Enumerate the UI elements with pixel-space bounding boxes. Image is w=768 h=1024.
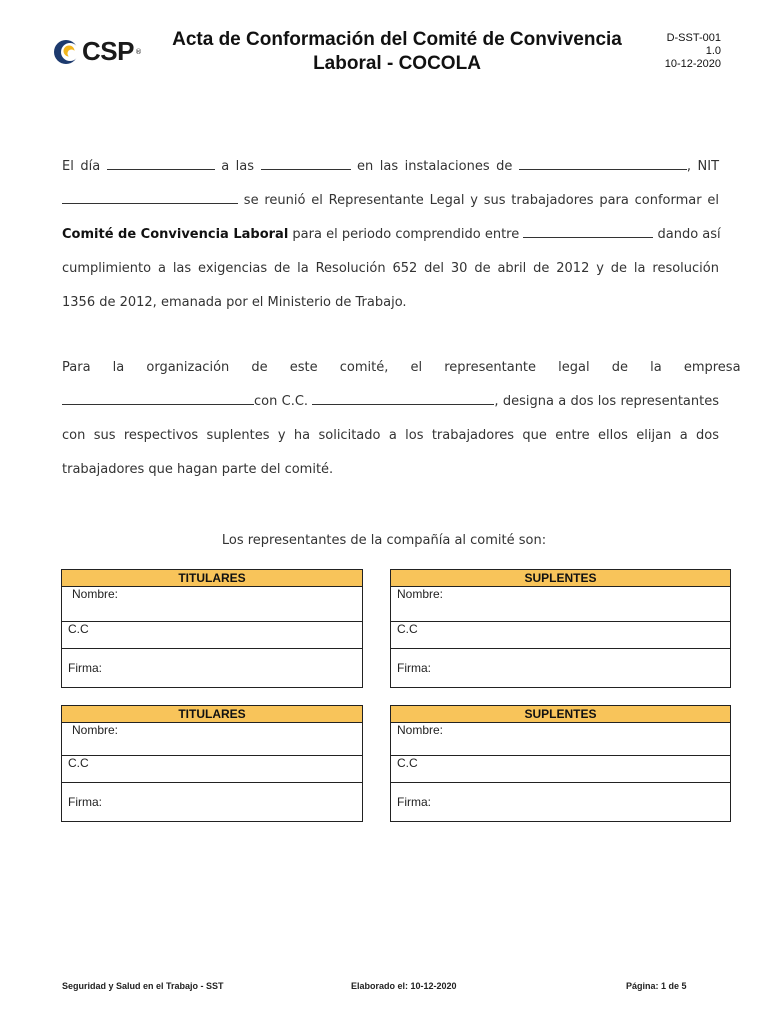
- titulares-header: TITULARES: [62, 706, 362, 723]
- p2-line-4: trabajadores que hagan parte del comité.: [62, 462, 334, 477]
- footer-department: Seguridad y Salud en el Trabajo - SST: [62, 981, 224, 991]
- document-title: [150, 28, 644, 76]
- p1-text: en las instalaciones de: [357, 159, 513, 174]
- footer-created-date: Elaborado el: 10-12-2020: [351, 981, 457, 991]
- firma-field[interactable]: Firma:: [68, 795, 102, 809]
- paragraph-2: [62, 351, 741, 487]
- p1-line-5: 1356 de 2012, emanada por el Ministerio de Trabajo.: [62, 295, 407, 310]
- titulares-header: TITULARES: [62, 570, 362, 587]
- suplentes-box-1: [390, 569, 731, 688]
- p1-line-2: [62, 184, 719, 218]
- facility-blank[interactable]: [519, 157, 687, 170]
- csp-logo-icon: [52, 38, 80, 66]
- paragraph-1: [62, 150, 719, 320]
- p2-text: con C.C.: [254, 394, 309, 409]
- titulares-box-1: [61, 569, 363, 688]
- firma-field[interactable]: Firma:: [68, 661, 102, 675]
- company-logo: [52, 36, 142, 67]
- nombre-field[interactable]: Nombre:: [62, 723, 362, 756]
- p1-text: El día: [62, 159, 101, 174]
- p1-line-4: cumplimiento a las exigencias de la Resolución 652 del 30 de abril de 2012 y de la resolución: [62, 261, 719, 276]
- title-line-2: Laboral - COCOLA: [313, 53, 481, 74]
- doc-date: 10-12-2020: [664, 58, 721, 70]
- suplentes-box-2: [390, 705, 731, 822]
- time-blank[interactable]: [261, 157, 351, 170]
- p1-text: dando así: [657, 227, 721, 242]
- nombre-field[interactable]: Nombre:: [391, 587, 730, 622]
- cc-blank[interactable]: [312, 392, 494, 405]
- p1-text: para el periodo comprendido entre: [292, 227, 520, 242]
- footer-page-number: Página: 1 de 5: [626, 981, 687, 991]
- logo-text: CSP: [82, 36, 134, 66]
- p2-line-2: [62, 385, 719, 419]
- p1-text: a las: [221, 159, 255, 174]
- titulares-box-2: [61, 705, 363, 822]
- title-line-1: Acta de Conformación del Comité de Convivencia: [172, 29, 622, 50]
- p1-text: se reunió el Representante Legal y sus trabajadores para conformar el: [243, 193, 719, 208]
- representatives-caption: Los representantes de la compañía al comité son:: [221, 533, 547, 548]
- firma-field[interactable]: Firma:: [397, 661, 431, 675]
- p2-text: , designa a dos los representantes: [494, 394, 719, 409]
- p1-line-3: [62, 218, 719, 252]
- cc-field[interactable]: C.C: [391, 622, 730, 649]
- company-blank[interactable]: [62, 392, 254, 405]
- nombre-field[interactable]: Nombre:: [62, 587, 362, 622]
- firma-field[interactable]: Firma:: [397, 795, 431, 809]
- p2-line-3: con sus respectivos suplentes y ha solicitado a los trabajadores que entre ellos elijan a dos: [62, 428, 719, 443]
- doc-code: D-SST-001: [666, 32, 721, 44]
- date-blank[interactable]: [107, 157, 215, 170]
- period-blank[interactable]: [523, 225, 653, 238]
- doc-version: 1.0: [705, 45, 721, 57]
- logo-registered-mark: ®: [134, 47, 142, 56]
- p1-line-1: [62, 150, 719, 184]
- committee-name-bold: Comité de Convivencia Laboral: [62, 227, 289, 242]
- cc-field[interactable]: C.C: [62, 756, 362, 783]
- cc-field[interactable]: C.C: [62, 622, 362, 649]
- suplentes-header: SUPLENTES: [391, 706, 730, 723]
- cc-field[interactable]: C.C: [391, 756, 730, 783]
- document-info: [665, 32, 721, 71]
- nombre-field[interactable]: Nombre:: [391, 723, 730, 756]
- p1-text: , NIT: [686, 159, 720, 174]
- p2-line-1: Para la organización de este comité, el representante legal de la empresa: [62, 360, 741, 375]
- suplentes-header: SUPLENTES: [391, 570, 730, 587]
- nit-blank[interactable]: [62, 191, 238, 204]
